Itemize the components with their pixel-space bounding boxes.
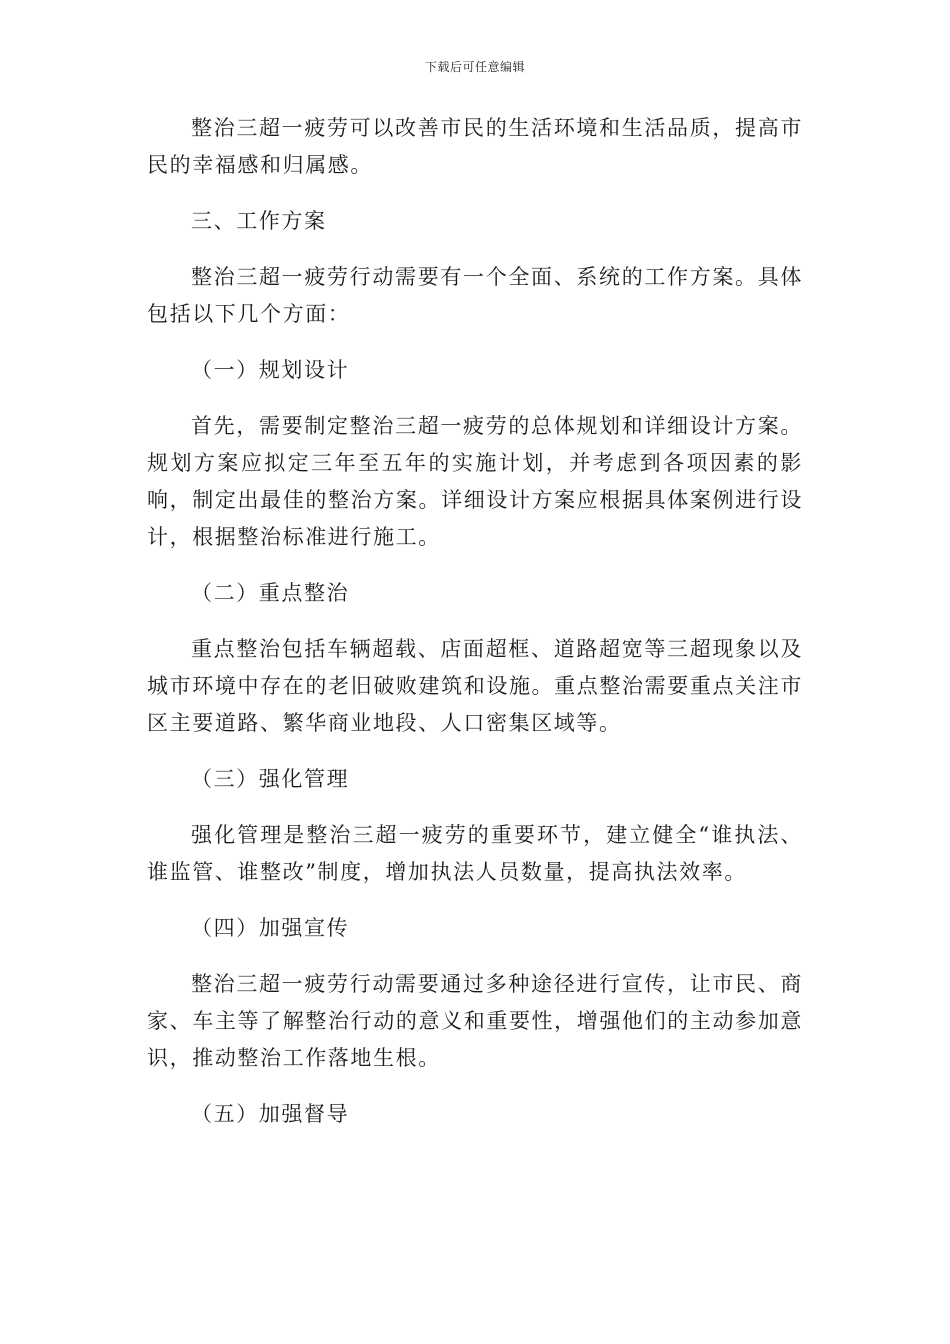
- paragraph-benefits: 整治三超一疲劳可以改善市民的生活环境和生活品质，提高市民的幸福感和归属感。: [147, 116, 803, 177]
- subheading-strengthen-management: （三）强化管理: [191, 767, 350, 791]
- paragraph-strengthen-publicity: 整治三超一疲劳行动需要通过多种途径进行宣传，让市民、商家、车主等了解整治行动的意义和重要性，增强他们的主动参加意识，推动整治工作落地生根。: [147, 972, 803, 1070]
- subheading-key-rectification: （二）重点整治: [191, 581, 350, 605]
- subheading-strengthen-supervision: （五）加强督导: [191, 1102, 350, 1126]
- paragraph-planning-design: 首先，需要制定整治三超一疲劳的总体规划和详细设计方案。规划方案应拟定三年至五年的实施计划，并考虑到各项因素的影响，制定出最佳的整治方案。详细设计方案应根据具体案例进行设计，根据整治标准进行施工。: [147, 414, 803, 549]
- page-header: 下载后可任意编辑: [424, 60, 525, 74]
- paragraph-key-rectification: 重点整治包括车辆超载、店面超框、道路超宽等三超现象以及城市环境中存在的老旧破败建筑和设施。重点整治需要重点关注市区主要道路、繁华商业地段、人口密集区域等。: [147, 637, 803, 735]
- subheading-planning-design: （一）规划设计: [191, 358, 350, 382]
- section-heading-work-plan: 三、工作方案: [191, 209, 327, 233]
- paragraph-strengthen-management: 强化管理是整治三超一疲劳的重要环节，建立健全“谁执法、谁监管、谁整改”制度，增加执法人员数量，提高执法效率。: [147, 823, 803, 884]
- subheading-strengthen-publicity: （四）加强宣传: [191, 916, 350, 940]
- document-body: [147, 110, 803, 1152]
- paragraph-work-plan-intro: 整治三超一疲劳行动需要有一个全面、系统的工作方案。具体包括以下几个方面：: [147, 265, 803, 326]
